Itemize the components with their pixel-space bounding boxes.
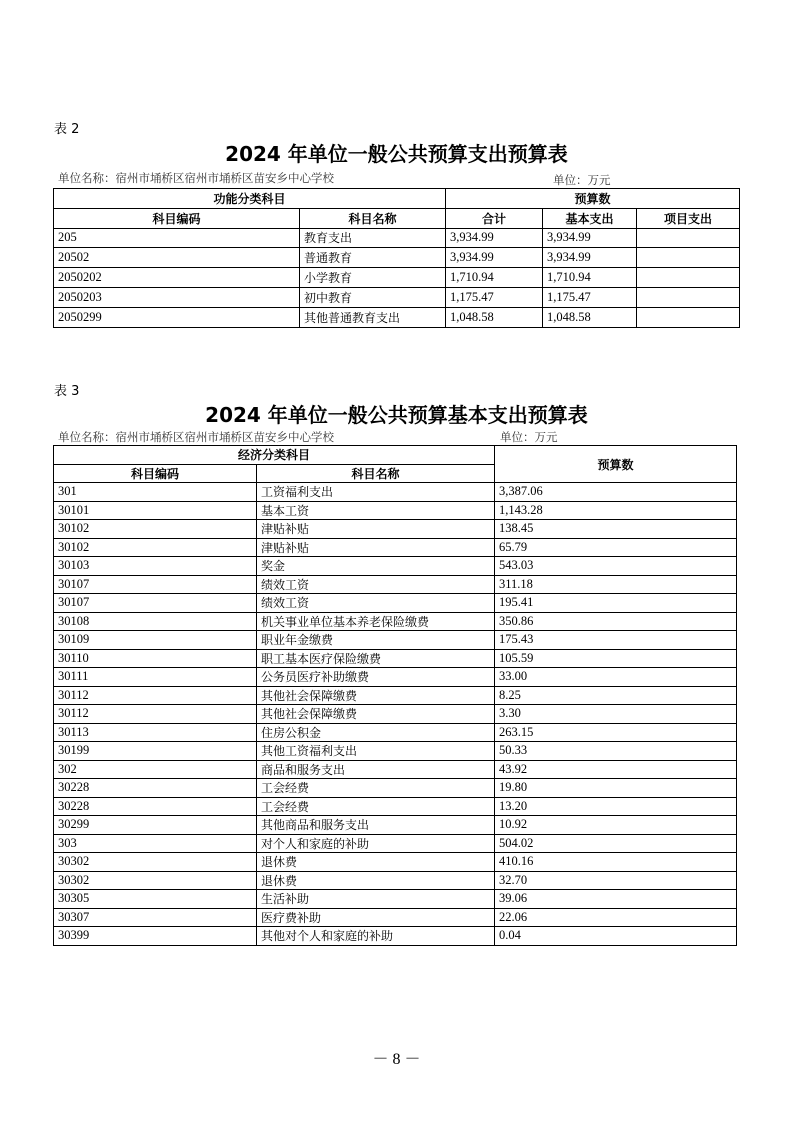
table3-cell-amount: 50.33 — [495, 742, 737, 761]
table3-cell-amount: 0.04 — [495, 927, 737, 946]
table3-row — [54, 501, 737, 520]
table2-cell-basic: 1,710.94 — [543, 268, 637, 288]
table2-cell-total: 3,934.99 — [446, 228, 543, 248]
table3-cell-name: 医疗费补助 — [257, 908, 495, 927]
table2-cell-name: 教育支出 — [300, 228, 446, 248]
table2-cell-total: 1,048.58 — [446, 307, 543, 327]
table3-row — [54, 520, 737, 539]
table3-cell-code: 30112 — [54, 686, 257, 705]
table3-row — [54, 853, 737, 872]
table2-cell-name: 小学教育 — [300, 268, 446, 288]
table3-row — [54, 575, 737, 594]
table3-cell-code: 30110 — [54, 649, 257, 668]
table3-row — [54, 668, 737, 687]
table2-unit: 单位：万元 — [553, 173, 611, 187]
table3-col-amount: 预算数 — [495, 446, 737, 483]
table3-cell-code: 30102 — [54, 538, 257, 557]
table3-cell-code: 30305 — [54, 890, 257, 909]
table2-cell-code: 20502 — [54, 248, 300, 268]
table3-row — [54, 649, 737, 668]
table2-col-project: 项目支出 — [637, 208, 740, 228]
table3-cell-amount: 105.59 — [495, 649, 737, 668]
table3-cell-name: 其他商品和服务支出 — [257, 816, 495, 835]
table3-row — [54, 927, 737, 946]
table3-cell-name: 基本工资 — [257, 501, 495, 520]
table3-cell-amount: 311.18 — [495, 575, 737, 594]
table2-cell-basic: 1,175.47 — [543, 287, 637, 307]
table3-cell-name: 工会经费 — [257, 779, 495, 798]
table3-cell-amount: 19.80 — [495, 779, 737, 798]
table2-cell-project — [637, 248, 740, 268]
table2-header-row — [54, 208, 740, 228]
table3-cell-code: 30112 — [54, 705, 257, 724]
table2-cell-total: 1,710.94 — [446, 268, 543, 288]
table3-cell-code: 30302 — [54, 853, 257, 872]
table3-cell-code: 30307 — [54, 908, 257, 927]
table2-cell-project — [637, 228, 740, 248]
table2 — [53, 188, 740, 328]
table3-cell-amount: 138.45 — [495, 520, 737, 539]
table3-cell-name: 工资福利支出 — [257, 483, 495, 502]
table3-cell-amount: 350.86 — [495, 612, 737, 631]
table3-cell-name: 职业年金缴费 — [257, 631, 495, 650]
table3-cell-amount: 3.30 — [495, 705, 737, 724]
table3-cell-name: 其他社会保障缴费 — [257, 686, 495, 705]
table3-row — [54, 612, 737, 631]
table2-title: 2024 年单位一般公共预算支出预算表 — [225, 142, 568, 166]
table3-col-name: 科目名称 — [257, 464, 495, 483]
table3-unit: 单位：万元 — [500, 430, 558, 444]
table3-cell-name: 其他工资福利支出 — [257, 742, 495, 761]
table2-col-name: 科目名称 — [300, 208, 446, 228]
table3-cell-code: 303 — [54, 834, 257, 853]
table2-col-basic: 基本支出 — [543, 208, 637, 228]
table3-row — [54, 631, 737, 650]
table3-cell-code: 30107 — [54, 575, 257, 594]
table3-title: 2024 年单位一般公共预算基本支出预算表 — [205, 403, 588, 427]
table3-cell-name: 其他社会保障缴费 — [257, 705, 495, 724]
table3-row — [54, 908, 737, 927]
table2-cell-code: 205 — [54, 228, 300, 248]
table2-cell-project — [637, 268, 740, 288]
table3-row — [54, 538, 737, 557]
table3-row — [54, 723, 737, 742]
page-number: － 8 － — [372, 1051, 421, 1068]
table2-cell-name: 初中教育 — [300, 287, 446, 307]
table3-cell-name: 退休费 — [257, 871, 495, 890]
table3-cell-amount: 263.15 — [495, 723, 737, 742]
table3 — [53, 445, 737, 946]
table3-cell-name: 工会经费 — [257, 797, 495, 816]
table2-header-group-right: 预算数 — [446, 189, 740, 209]
table3-row — [54, 760, 737, 779]
table3-cell-name: 对个人和家庭的补助 — [257, 834, 495, 853]
table3-cell-amount: 175.43 — [495, 631, 737, 650]
table3-row — [54, 742, 737, 761]
table3-cell-amount: 504.02 — [495, 834, 737, 853]
table2-label: 表 2 — [54, 122, 80, 137]
table3-row — [54, 779, 737, 798]
table2-cell-name: 普通教育 — [300, 248, 446, 268]
table2-cell-basic: 1,048.58 — [543, 307, 637, 327]
table3-cell-code: 30109 — [54, 631, 257, 650]
table3-cell-code: 30399 — [54, 927, 257, 946]
table2-cell-total: 1,175.47 — [446, 287, 543, 307]
table2-row — [54, 248, 740, 268]
table3-cell-code: 30113 — [54, 723, 257, 742]
table3-cell-amount: 13.20 — [495, 797, 737, 816]
table3-cell-name: 商品和服务支出 — [257, 760, 495, 779]
table3-cell-code: 30299 — [54, 816, 257, 835]
table3-row — [54, 705, 737, 724]
table2-cell-total: 3,934.99 — [446, 248, 543, 268]
table3-row — [54, 797, 737, 816]
table3-cell-name: 住房公积金 — [257, 723, 495, 742]
table2-row — [54, 287, 740, 307]
table3-row — [54, 834, 737, 853]
table2-cell-basic: 3,934.99 — [543, 228, 637, 248]
table3-cell-code: 30102 — [54, 520, 257, 539]
table3-cell-name: 其他对个人和家庭的补助 — [257, 927, 495, 946]
table3-row — [54, 816, 737, 835]
table3-header-group-left: 经济分类科目 — [54, 446, 495, 465]
table3-cell-amount: 543.03 — [495, 557, 737, 576]
table3-row — [54, 557, 737, 576]
table3-cell-amount: 33.00 — [495, 668, 737, 687]
table3-cell-name: 机关事业单位基本养老保险缴费 — [257, 612, 495, 631]
table3-cell-code: 30199 — [54, 742, 257, 761]
table2-cell-project — [637, 307, 740, 327]
table3-cell-amount: 8.25 — [495, 686, 737, 705]
table2-col-total: 合计 — [446, 208, 543, 228]
table3-cell-name: 绩效工资 — [257, 594, 495, 613]
table2-header-group-row — [54, 189, 740, 209]
table3-cell-name: 生活补助 — [257, 890, 495, 909]
table3-cell-amount: 39.06 — [495, 890, 737, 909]
table3-cell-amount: 1,143.28 — [495, 501, 737, 520]
table2-header-group-left: 功能分类科目 — [54, 189, 446, 209]
table3-row — [54, 686, 737, 705]
table2-cell-code: 2050203 — [54, 287, 300, 307]
table3-unit-name: 单位名称：宿州市埇桥区宿州市埇桥区苗安乡中心学校 — [58, 430, 334, 444]
table3-cell-code: 30103 — [54, 557, 257, 576]
table3-cell-code: 302 — [54, 760, 257, 779]
table3-cell-code: 30228 — [54, 797, 257, 816]
table3-cell-amount: 32.70 — [495, 871, 737, 890]
table2-cell-code: 2050299 — [54, 307, 300, 327]
table3-row — [54, 871, 737, 890]
table3-col-code: 科目编码 — [54, 464, 257, 483]
table2-row — [54, 268, 740, 288]
table3-cell-amount: 195.41 — [495, 594, 737, 613]
table3-label: 表 3 — [54, 384, 80, 399]
table3-cell-name: 津贴补贴 — [257, 520, 495, 539]
table2-cell-name: 其他普通教育支出 — [300, 307, 446, 327]
table3-cell-code: 301 — [54, 483, 257, 502]
table3-cell-name: 绩效工资 — [257, 575, 495, 594]
table3-cell-code: 30107 — [54, 594, 257, 613]
table3-row — [54, 890, 737, 909]
table3-cell-amount: 65.79 — [495, 538, 737, 557]
table3-cell-name: 公务员医疗补助缴费 — [257, 668, 495, 687]
table2-cell-code: 2050202 — [54, 268, 300, 288]
table2-row — [54, 228, 740, 248]
table3-cell-amount: 22.06 — [495, 908, 737, 927]
table2-unit-name: 单位名称：宿州市埇桥区宿州市埇桥区苗安乡中心学校 — [58, 171, 334, 185]
table3-cell-code: 30302 — [54, 871, 257, 890]
table2-cell-basic: 3,934.99 — [543, 248, 637, 268]
table3-cell-code: 30228 — [54, 779, 257, 798]
table2-col-code: 科目编码 — [54, 208, 300, 228]
table3-cell-name: 奖金 — [257, 557, 495, 576]
table3-cell-amount: 3,387.06 — [495, 483, 737, 502]
table3-row — [54, 483, 737, 502]
table3-cell-amount: 410.16 — [495, 853, 737, 872]
table3-row — [54, 594, 737, 613]
table3-cell-code: 30101 — [54, 501, 257, 520]
table3-cell-name: 津贴补贴 — [257, 538, 495, 557]
table3-cell-amount: 10.92 — [495, 816, 737, 835]
table3-cell-amount: 43.92 — [495, 760, 737, 779]
table3-cell-code: 30111 — [54, 668, 257, 687]
table2-row — [54, 307, 740, 327]
table2-cell-project — [637, 287, 740, 307]
table3-cell-name: 退休费 — [257, 853, 495, 872]
table3-header-group-row — [54, 446, 737, 465]
table3-cell-name: 职工基本医疗保险缴费 — [257, 649, 495, 668]
table3-cell-code: 30108 — [54, 612, 257, 631]
